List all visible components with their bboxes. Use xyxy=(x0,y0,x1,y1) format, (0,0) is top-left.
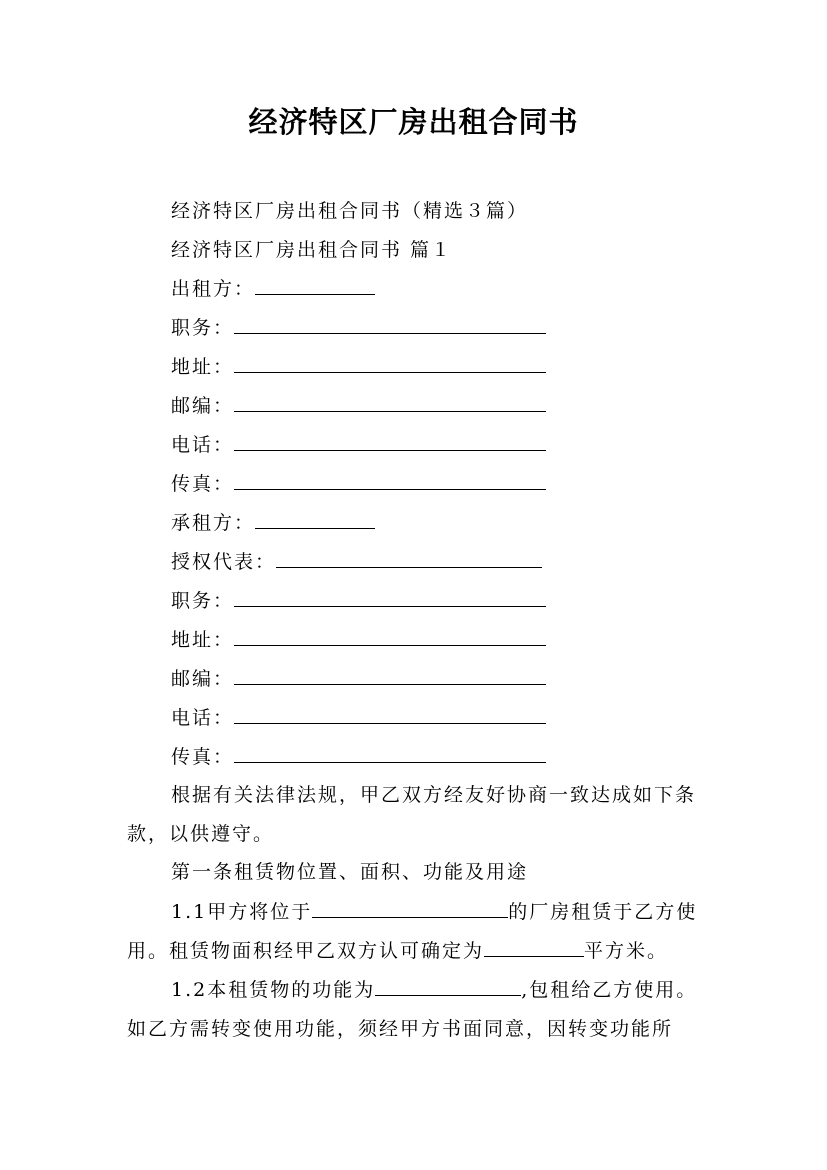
clause-1-1-text-b: 的厂房租赁于乙方使用。租赁物面积经甲乙双方认可确定为 xyxy=(127,901,698,962)
rep-blank xyxy=(276,549,542,568)
clause-1-2-text-a: 1.2本租赁物的功能为 xyxy=(171,979,376,1001)
lessor-address-line xyxy=(171,352,546,382)
lessee-label: 承租方： xyxy=(171,512,256,534)
lessor-postcode-line xyxy=(171,391,546,421)
field-blank xyxy=(234,432,546,451)
area-blank xyxy=(484,938,584,957)
field-blank xyxy=(234,627,546,646)
field-label: 职务： xyxy=(171,590,235,612)
article-1-heading: 第一条租赁物位置、面积、功能及用途 xyxy=(171,861,529,883)
field-label: 地址： xyxy=(171,629,235,651)
location-blank xyxy=(312,899,508,918)
lessee-postcode-line xyxy=(171,664,546,694)
lessee-phone-line xyxy=(171,703,546,733)
lessor-blank xyxy=(255,276,375,295)
lessee-rep-line xyxy=(171,547,542,577)
clause-1-2-text-b: ,包租给乙方使用。如乙方需转变使用功能，须经甲方书面同意，因转变功能所 xyxy=(127,979,698,1040)
lessee-position-line xyxy=(171,586,546,616)
field-blank xyxy=(234,666,546,685)
lessee-line xyxy=(171,508,375,538)
field-label: 电话： xyxy=(171,707,235,729)
clause-1-2 xyxy=(127,971,717,1049)
field-label: 邮编： xyxy=(171,668,235,690)
function-blank xyxy=(375,977,521,996)
lessor-label: 出租方： xyxy=(171,278,256,300)
field-blank xyxy=(234,393,546,412)
field-blank xyxy=(234,315,546,334)
field-label: 职务： xyxy=(171,317,235,339)
clause-1-1-text-a: 1.1甲方将位于 xyxy=(171,901,313,923)
lessee-blank xyxy=(255,510,375,529)
lessee-address-line xyxy=(171,625,546,655)
document-subtitle: 经济特区厂房出租合同书（精选３篇） xyxy=(171,200,529,222)
rep-label: 授权代表： xyxy=(171,551,277,573)
field-label: 传真： xyxy=(171,473,235,495)
lessee-fax-line xyxy=(171,742,546,772)
document-title: 经济特区厂房出租合同书 xyxy=(248,105,579,139)
field-blank xyxy=(234,744,546,763)
clause-1-1-text-c: 平方米。 xyxy=(584,940,669,962)
field-label: 传真： xyxy=(171,746,235,768)
field-label: 邮编： xyxy=(171,395,235,417)
clause-1-1 xyxy=(127,893,717,971)
field-blank xyxy=(234,354,546,373)
lessor-line xyxy=(171,274,375,304)
lessor-phone-line xyxy=(171,430,546,460)
field-blank xyxy=(234,471,546,490)
field-blank xyxy=(234,588,546,607)
lessor-fax-line xyxy=(171,469,546,499)
field-label: 电话： xyxy=(171,434,235,456)
field-label: 地址： xyxy=(171,356,235,378)
chapter-heading: 经济特区厂房出租合同书 篇１ xyxy=(171,239,453,261)
intro-paragraph: 根据有关法律法规，甲乙双方经友好协商一致达成如下条款，以供遵守。 xyxy=(127,784,697,845)
lessor-position-line xyxy=(171,313,546,343)
field-blank xyxy=(234,705,546,724)
